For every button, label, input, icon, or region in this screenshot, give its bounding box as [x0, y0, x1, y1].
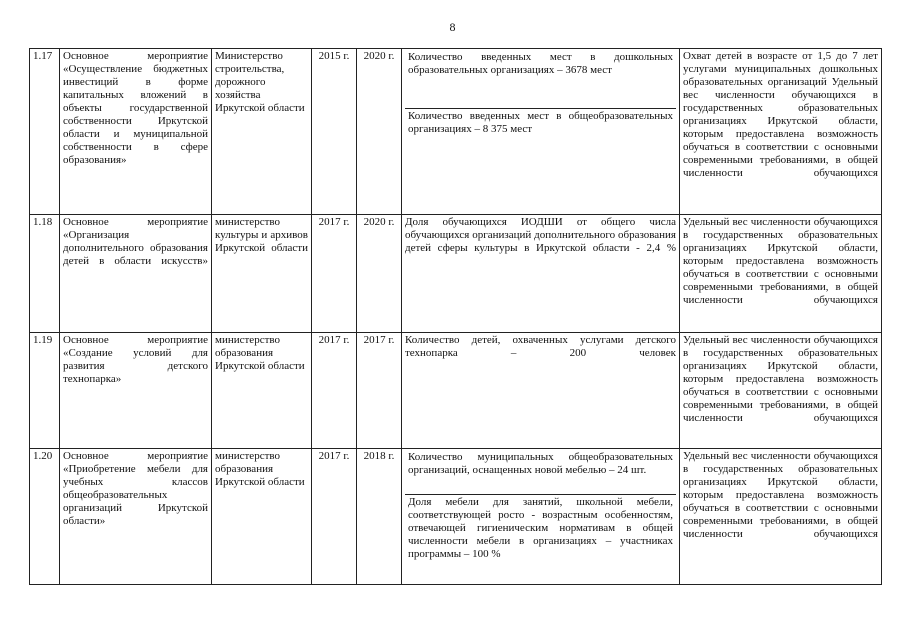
indicator: Удельный вес численности обучающихся в государственных образовательных организациях Иркутской области, которым предоставлена возможность обучаться в соответствии с основными современными требованиями, в общей численности обучающихся: [680, 449, 882, 585]
program-table: [29, 48, 882, 585]
page-number: 8: [449, 20, 456, 34]
start-year: 2017 г.: [312, 215, 357, 333]
executor: министерство образования Иркутской области: [212, 333, 312, 449]
indicator: Удельный вес численности обучающихся в государственных образовательных организациях Иркутской области, которым предоставлена возможность обучаться в соответствии с основными современными требованиями, в общей численности обучающихся: [680, 333, 882, 449]
row-number: 1.20: [30, 449, 60, 585]
table-row: [30, 215, 882, 333]
indicator: Охват детей в возрасте от 1,5 до 7 лет услугами муниципальных дошкольных образовательных организаций Удельный вес численности обучающихся в государственных образовательных организациях Иркутской области, которым предоставлена возможность обучаться в соответствии с основными современными требованиями, в общей численности обучающихся: [680, 49, 882, 215]
results-cell: [402, 449, 680, 585]
results-cell: [402, 49, 680, 215]
result-item: Количество введенных мест в дошкольных образовательных организациях – 3678 мест: [408, 51, 673, 76]
start-year: 2017 г.: [312, 449, 357, 585]
start-year: 2017 г.: [312, 333, 357, 449]
event-name: Основное мероприятие «Организация дополнительного образования детей в области искусств»: [60, 215, 212, 333]
result-item: Количество детей, охваченных услугами детского технопарка – 200 человек: [402, 333, 680, 449]
table-row: [30, 333, 882, 449]
row-number: 1.17: [30, 49, 60, 215]
table-row: [30, 49, 882, 215]
event-name: Основное мероприятие «Приобретение мебели для учебных классов общеобразовательных организаций Иркутской области»: [60, 449, 212, 585]
event-name: Основное мероприятие «Осуществление бюджетных инвестиций в форме капитальных вложений в объекты государственной собственности Иркутской области и муниципальной собственности в сфере образования»: [60, 49, 212, 215]
start-year: 2015 г.: [312, 49, 357, 215]
end-year: 2020 г.: [357, 49, 402, 215]
executor: министерство образования Иркутской области: [212, 449, 312, 585]
row-number: 1.19: [30, 333, 60, 449]
result-item: Количество муниципальных общеобразовательных организаций, оснащенных новой мебелью – 24 шт.: [408, 451, 673, 476]
end-year: 2017 г.: [357, 333, 402, 449]
table-row: [30, 449, 882, 585]
executor: Министерство строительства, дорожного хозяйства Иркутской области: [212, 49, 312, 215]
result-item: Количество введенных мест в общеобразовательных организациях – 8 375 мест: [405, 108, 676, 137]
result-item: Доля мебели для занятий, школьной мебели, соответствующей росто - возрастным особенностям, отвечающей гигиеническим нормативам в общей численности мебели в организациях – участниках программы – 100 %: [405, 494, 676, 562]
result-item: Доля обучающихся ИОДШИ от общего числа обучающихся организаций дополнительного образования детей сферы культуры в Иркутской области - 2,4 %: [402, 215, 680, 333]
end-year: 2020 г.: [357, 215, 402, 333]
row-number: 1.18: [30, 215, 60, 333]
event-name: Основное мероприятие «Создание условий для развития детского технопарка»: [60, 333, 212, 449]
end-year: 2018 г.: [357, 449, 402, 585]
indicator: Удельный вес численности обучающихся в государственных образовательных организациях Иркутской области, которым предоставлена возможность обучаться в соответствии с основными современными требованиями, в общей численности обучающихся: [680, 215, 882, 333]
executor: министерство культуры и архивов Иркутской области: [212, 215, 312, 333]
